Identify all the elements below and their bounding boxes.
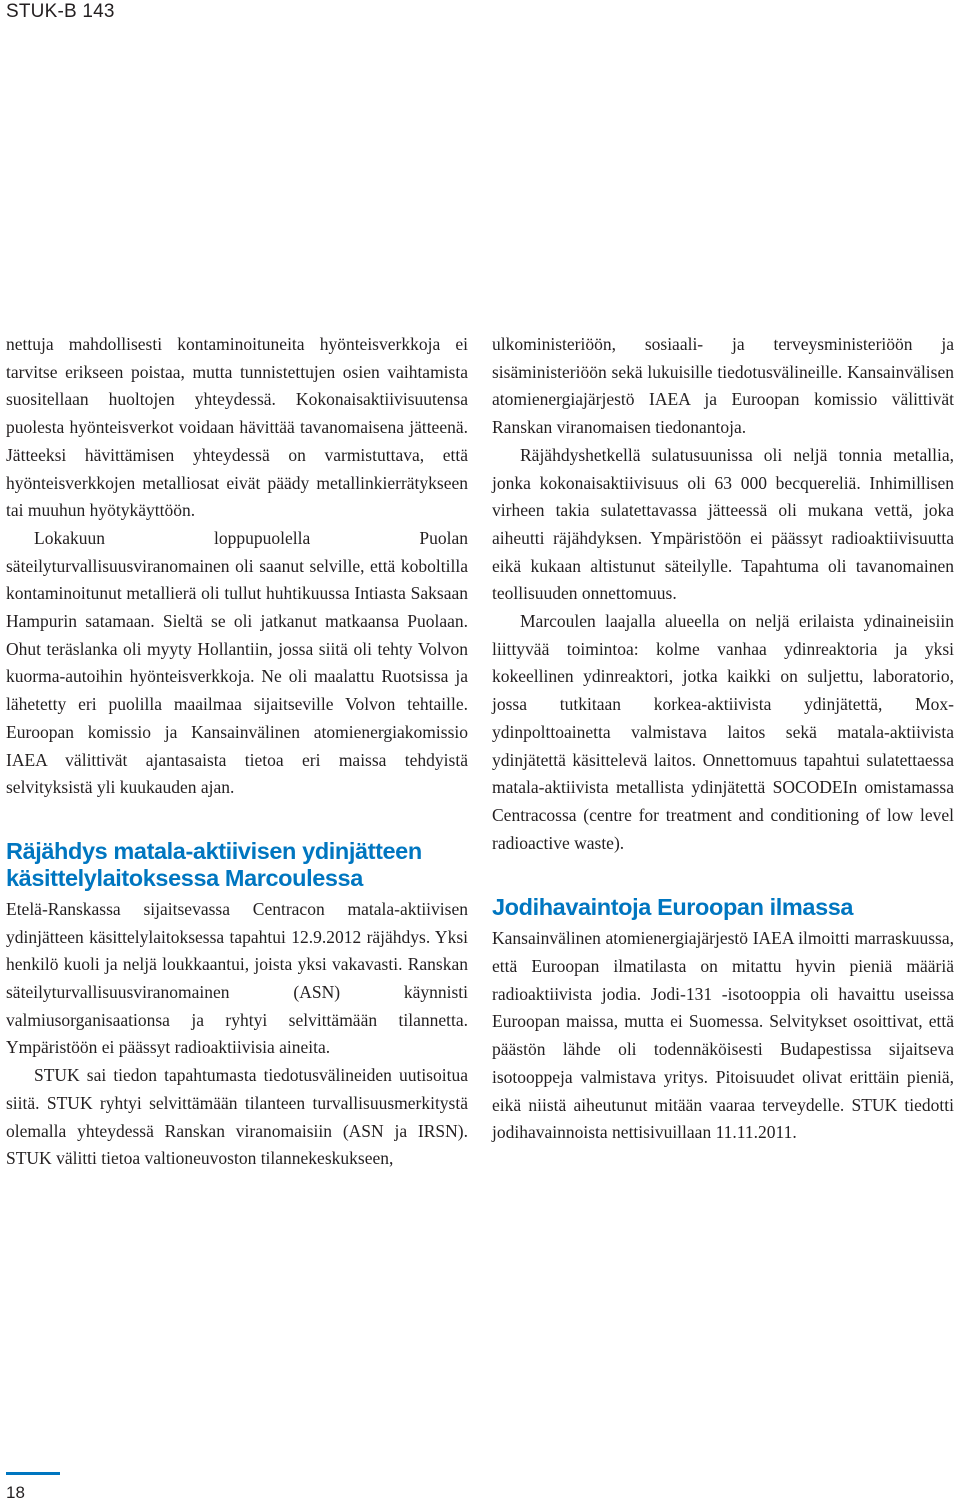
left-column — [6, 331, 468, 1173]
section-heading-marcoule: Räjähdys matala-aktiivisen ydinjätteen käsittelylaitoksessa Marcoulessa — [6, 837, 422, 891]
body-paragraph: Räjähdyshetkellä sulatusuunissa oli neljä tonnia metallia, jonka kokonaisaktiivisuus oli 63 000 becquereliä. Inhimillisen virheen takia sulatettavassa jätteessä oli mukana vettä, joka aiheutti räjähdyksen. Ympäristöön ei päässyt radioaktiivisuutta eikä kukaan altistunut säteilylle. Tapahtuma oli tavanomainen teollisuuden onnettomuus. — [492, 444, 954, 604]
body-paragraph: ulkoministeriöön, sosiaali- ja terveysministeriöön ja sisäministeriöön sekä lukuisille tiedotusvälineille. Kansainvälisen atomienergiajärjestö IAEA ja Euroopan komissio välittivät Ranskan viranomaisen tiedonantoja. — [492, 334, 954, 438]
body-paragraph: Lokakuun loppupuolella Puolan säteilyturvallisuusviranomainen oli saanut selville, että koboltilla kontaminoitunut metallierä oli tullut huhtikuussa Intiasta Saksaan Hampurin satamaan. Sieltä se oli jatkanut matkaansa Puolaan. Ohut teräslanka oli myyty Hollantiin, jossa siitä oli tehty Volvon kuorma-autoihin hyönteisverkkoja. Ne oli maalattu Ruotsissa ja lähetetty eri puolilla maailmaa sijaitseville Volvon tehtaille. Euroopan komissio ja Kansainvälinen atomienergiakomissio IAEA välittivät ajantasaista tietoa eri maissa tehdyistä selvityksistä yli kuukauden ajan. — [6, 527, 468, 798]
footer-rule — [6, 1472, 60, 1475]
body-paragraph: nettuja mahdollisesti kontaminoituneita hyönteisverkkoja ei tarvitse erikseen poistaa, mutta tunnistettujen osien vaihtamista suositellaan huoltojen yhteydessä. Kokonaisaktiivisuutensa puolesta hyönteisverkot voidaan hävittää tavanomaisena jätteenä. Jätteeksi hävittämisen yhteydessä on varmistuttava, että hyönteisverkkojen metalliosat eivät päädy metallinkierrätykseen tai muuhun hyötykäyttöön. — [6, 334, 468, 521]
body-paragraph: Marcoulen laajalla alueella on neljä erilaista ydinaineisiin liittyvää toimintoa: kolme vanhaa ydinreaktoria ja yksi kokeellinen ydinreaktori, jotka kaikki on suljettu, laboratorio, jossa tutkitaan korkea-aktiivista ydinjätettä, Mox-ydinpolttoainetta valmistava laitos sekä matala-aktiivista ydinjätettä käsittelevä laitos. Onnettomuus tapahtui sulatettaessa matala-aktiivista metallista ydinjätettä SOCODEIn omistamassa Centracossa (centre for treatment and conditioning of low level radioactive waste). — [492, 611, 954, 853]
page-number: 18 — [6, 1483, 25, 1502]
body-paragraph: STUK sai tiedon tapahtumasta tiedotusvälineiden uutisoitua siitä. STUK ryhtyi selvittämään tilanteen turvallisuusmerkitystä olemalla yhteydessä Ranskan viranomaisiin (ASN ja IRSN). STUK välitti tietoa valtioneuvoston tilannekeskukseen, — [6, 1065, 468, 1169]
right-column — [492, 331, 954, 1147]
body-paragraph: Kansainvälinen atomienergiajärjestö IAEA ilmoitti marraskuussa, että Euroopan ilmatilasta on mitattu hyvin pieniä määriä radioaktiivista jodia. Jodi-131 -isotooppia oli havaittu useissa Euroopan maissa, mutta ei Suomessa. Selvitykset osoittivat, että päästön lähde oli todennäköisesti Budapestissa sijaitseva isotooppeja valmistava yritys. Pitoisuudet olivat erittäin pieniä, eikä niistä aiheutunut mitään vaaraa terveydelle. STUK tiedotti jodihavainnoista nettisivuillaan 11.11.2011. — [492, 928, 954, 1143]
running-header: STUK-B 143 — [6, 1, 115, 22]
section-heading-iodine: Jodihavaintoja Euroopan ilmassa — [492, 894, 854, 921]
body-paragraph: Etelä-Ranskassa sijaitsevassa Centracon matala-aktiivisen ydinjätteen käsittelylaitoksessa tapahtui 12.9.2012 räjähdys. Yksi henkilö kuoli ja neljä loukkaantui, joista yksi vakavasti. Ranskan säteilyturvallisuusviranomainen (ASN) käynnisti valmiusorganisaationsa ja ryhtyi selvittämään tilannetta. Ympäristöön ei päässyt radioaktiivisia aineita. — [6, 898, 468, 1058]
